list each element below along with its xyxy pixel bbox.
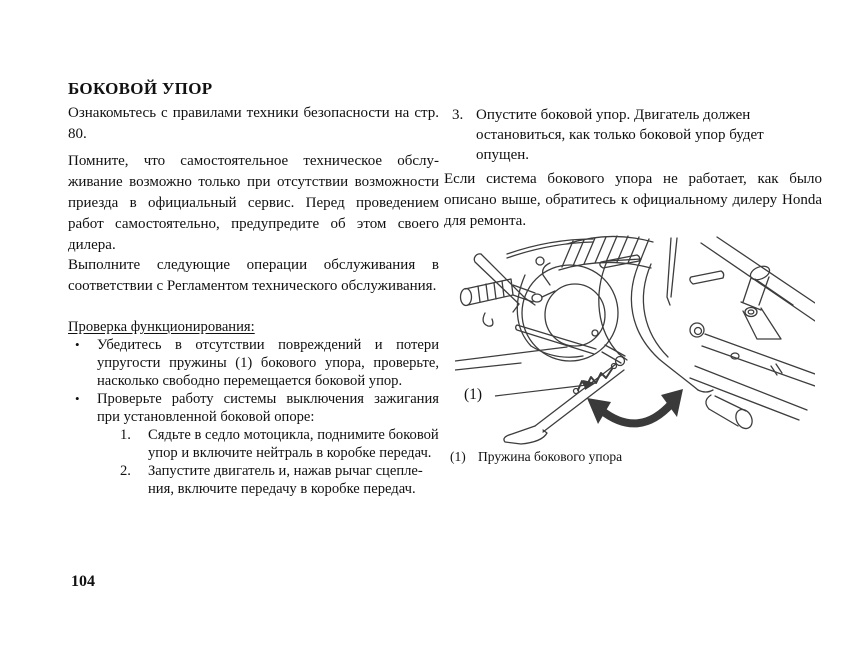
crankcase-outline bbox=[517, 255, 639, 361]
frame-strut bbox=[667, 238, 677, 305]
side-stand bbox=[504, 345, 625, 444]
paragraph-safety-ref: Ознакомьтесь с правилами техники безопасности на стр. 80. bbox=[68, 105, 439, 142]
frame-crossmember bbox=[706, 353, 755, 431]
step-number: 2. bbox=[120, 463, 131, 479]
section-title: БОКОВОЙ УПОР bbox=[68, 79, 213, 98]
side-stand-figure bbox=[455, 233, 815, 448]
function-check-section bbox=[68, 318, 439, 498]
numbered-step bbox=[68, 462, 439, 498]
paragraph-self-service: Помните, что самостоятельное техническое обслуживание возможно только при отсутствии возможности приезда в официальный сервис. Перед проведением работ самостоятельно, предупредите об этом своего дилера. bbox=[68, 153, 439, 253]
step-text: Запустите двигатель и, нажав рычаг сцепления, включите передачу в коробке передач. bbox=[148, 463, 423, 497]
frame-tubes bbox=[690, 237, 815, 420]
step-text: Сядьте в седло мотоцикла, поднимите боковой упор и включите нейтраль в коробке передач. bbox=[148, 427, 439, 461]
caption-number: (1) bbox=[450, 449, 466, 464]
paragraph-dealer-repair: Если система бокового упора не работает, как было описано выше, обратитесь к официальному дилеру Honda для ремонта. bbox=[444, 171, 822, 229]
bullet-icon: • bbox=[75, 391, 80, 406]
list-item bbox=[68, 336, 439, 390]
numbered-step bbox=[68, 426, 439, 462]
step-number: 3. bbox=[452, 107, 464, 123]
bullet-icon: • bbox=[75, 337, 80, 352]
page-number: 104 bbox=[71, 573, 95, 590]
caption-text: Пружина бокового упора bbox=[478, 449, 623, 464]
list-item-text: Убедитесь в отсутствии повреждений и потери упругости пружины (1) бокового упора, проверьте, насколько свободно перемещается боковой упор. bbox=[97, 337, 439, 389]
shift-lever bbox=[474, 254, 535, 312]
foot-peg bbox=[461, 279, 556, 326]
list-item-text: Проверьте работу системы выключения зажигания при установленной боковой опоре: bbox=[97, 391, 439, 425]
list-item bbox=[68, 390, 439, 426]
step-number: 1. bbox=[120, 427, 131, 443]
function-check-heading: Проверка функционирования: bbox=[68, 319, 255, 335]
swing-direction-arrow-icon bbox=[587, 389, 683, 424]
frame-cradle bbox=[599, 259, 724, 392]
paragraph-schedule: Выполните следующие операции обслуживания в соответствии с Регламентом технического обслуживания. bbox=[68, 257, 439, 294]
numbered-step bbox=[444, 105, 822, 165]
figure-caption bbox=[450, 448, 622, 465]
underside-edge bbox=[455, 347, 567, 370]
figure-callout-label: (1) bbox=[464, 386, 483, 403]
step-text: Опустите боковой упор. Двигатель должен остановиться, как только боковой упор будет опущен. bbox=[476, 107, 764, 163]
